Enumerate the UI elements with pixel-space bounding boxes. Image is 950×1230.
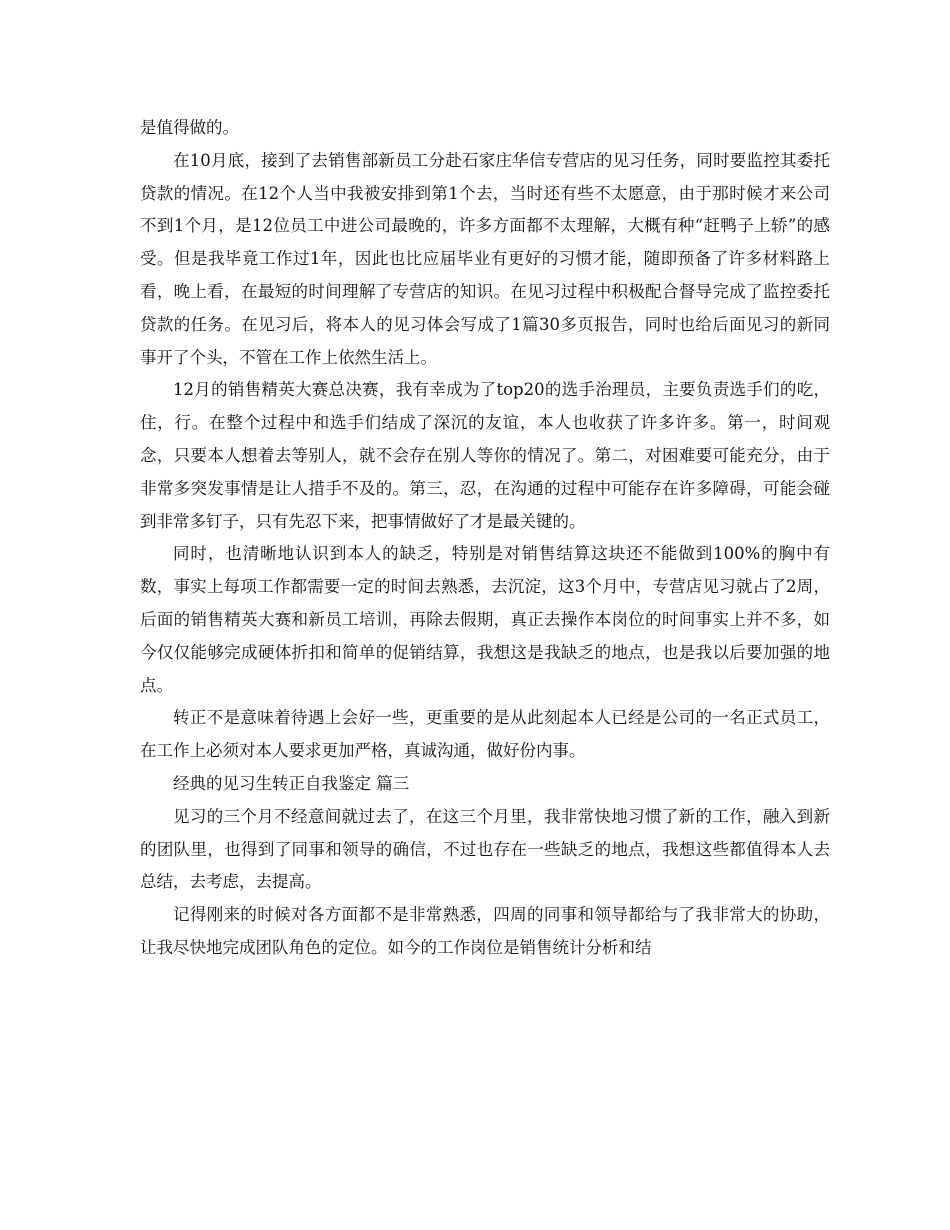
paragraph-first-days: 记得刚来的时候对各方面都不是非常熟悉，四周的同事和领导都给与了我非常大的协助，让我尽快地完成团队角色的定位。如今的工作岗位是销售统计分析和结 <box>140 905 830 957</box>
paragraph-internship-task: 在10月底，接到了去销售部新员工分赴石家庄华信专营店的见习任务，同时要监控其委托贷款的情况。在12个人当中我被安排到第1个去，当时还有些不太愿意，由于那时候才来公司不到1个月，是12位员工中进公司最晚的，许多方面都不太理解，大概有种“赶鸭子上轿”的感受。但是我毕竟工作过1年，因此也比应届毕业有更好的习惯才能，随即预备了许多材料路上看，晚上看，在最短的时间理解了专营店的知识。在见习过程中积极配合督导完成了监控委托贷款的任务。在见习后，将本人的见习体会写成了1篇30多页报告，同时也给后面见习的新同事开了个头，不管在工作上依然生活上。 <box>140 150 830 367</box>
paragraph-continuation: 是值得做的。 <box>140 118 239 137</box>
paragraph-regularization: 转正不是意味着待遇上会好一些，更重要的是从此刻起本人已经是公司的一名正式员工，在工作上必须对本人要求更加严格，真诚沟通，做好份内事。 <box>140 708 830 761</box>
paragraph-sales-contest: 12月的销售精英大赛总决赛，我有幸成为了top20的选手治理员，主要负责选手们的吃，住，行。在整个过程中和选手们结成了深沉的友谊，本人也收获了许多许多。第一，时间观念，只要本人想着去等别人，就不会存在别人等你的情况了。第二，对困难要可能充分，由于非常多突发事情是让人措手不及的。第三，忍，在沟通的过程中可能存在许多障碍，可能会碰到非常多钉子，只有先忍下来，把事情做好了才是最关键的。 <box>140 380 830 531</box>
paragraph-shortcomings: 同时，也清晰地认识到本人的缺乏，特别是对销售结算这块还不能做到100%的胸中有数，事实上每项工作都需要一定的时间去熟悉，去沉淀，这3个月中，专营店见习就占了2周，后面的销售精英大赛和新员工培训，再除去假期，真正去操作本岗位的时间事实上并不多，如今仅仅能够完成硬体折扣和简单的促销结算，我想这是我缺乏的地点，也是我以后要加强的地点。 <box>140 544 830 695</box>
paragraph-three-months: 见习的三个月不经意间就过去了，在这三个月里，我非常快地习惯了新的工作，融入到新的团队里，也得到了同事和领导的确信，不过也存在一些缺乏的地点，我想这些都值得本人去总结，去考虑，去提高。 <box>140 806 830 892</box>
section-heading: 经典的见习生转正自我鉴定 篇三 <box>173 773 410 793</box>
document-body <box>140 112 830 965</box>
